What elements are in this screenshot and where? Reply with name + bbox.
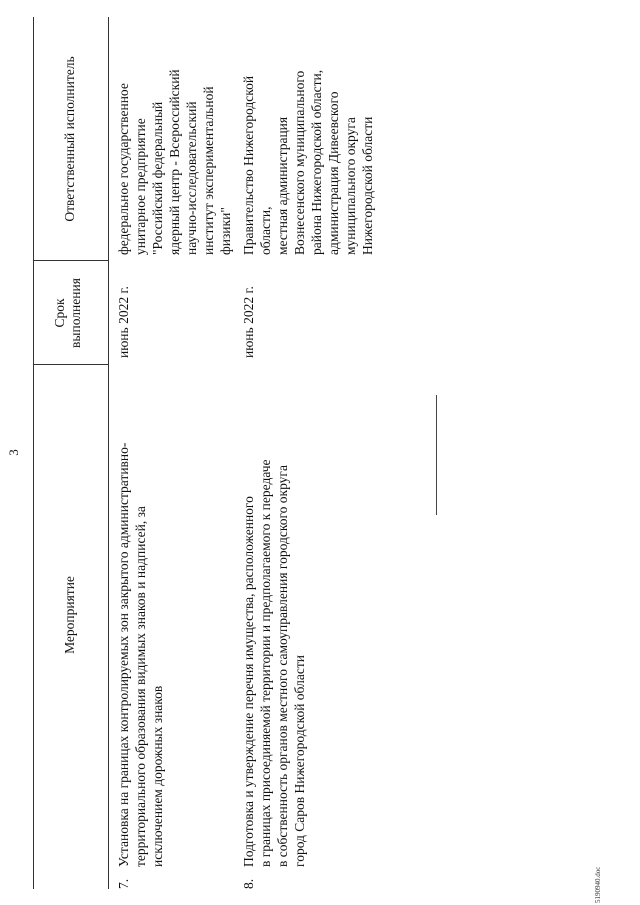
- responsible-line: администрация Дивеевского: [326, 91, 341, 255]
- footer-doc-id: 5190940.doc: [594, 866, 602, 903]
- responsible-line: области,: [258, 206, 273, 255]
- responsible-line: "Российский федеральный: [150, 101, 165, 255]
- responsible-line: Правительство Нижегородской: [241, 75, 256, 255]
- event-line: Установка на границах контролируемых зон закрытого административно-: [116, 442, 131, 867]
- responsible-line: Вознесенского муниципального: [292, 70, 307, 255]
- row-number: 7.: [116, 878, 131, 889]
- row-event: [240, 367, 308, 867]
- table-top-border: [33, 17, 34, 889]
- header-deadline-line2: выполнения: [68, 278, 83, 348]
- responsible-line: Нижегородской области: [360, 116, 375, 255]
- row-deadline: июнь 2022 г.: [116, 286, 131, 358]
- row-deadline: июнь 2022 г.: [241, 286, 256, 358]
- responsible-line: района Нижегородской области,: [309, 69, 324, 255]
- header-event: Мероприятие: [62, 576, 77, 654]
- responsible-line: институт экспериментальной: [201, 86, 216, 255]
- header-responsible: Ответственный исполнитель: [62, 56, 77, 222]
- row-number: 8.: [241, 878, 256, 889]
- responsible-line: унитарное предприятие: [133, 118, 148, 255]
- row-responsible: [240, 15, 376, 255]
- responsible-line: федеральное государственное: [116, 83, 131, 255]
- end-separator-line: [436, 395, 437, 515]
- event-line: территориального образования видимых знаков и надписей, за: [133, 506, 148, 867]
- event-line: в собственность органов местного самоуправления городского округа: [275, 465, 290, 867]
- event-line: в границах присоединяемой территории и предполагаемого к передаче: [258, 459, 273, 867]
- responsible-line: местная администрация: [275, 116, 290, 255]
- row-responsible: [115, 15, 234, 255]
- event-line: Подготовка и утверждение перечня имущества, расположенного: [241, 496, 256, 867]
- responsible-line: муниципального округа: [343, 117, 358, 255]
- header-bottom-border: [108, 17, 109, 889]
- responsible-line: ядерный центр - Всероссийский: [167, 69, 182, 255]
- responsible-line: научно-исследовательский: [184, 101, 199, 255]
- responsible-line: физики": [218, 207, 233, 255]
- row-event: [115, 367, 166, 867]
- page-number: 3: [6, 449, 21, 456]
- event-line: исключением дорожных знаков: [150, 685, 165, 867]
- event-line: город Саров Нижегородской области: [292, 655, 307, 867]
- header-deadline-line1: Срок: [52, 298, 67, 328]
